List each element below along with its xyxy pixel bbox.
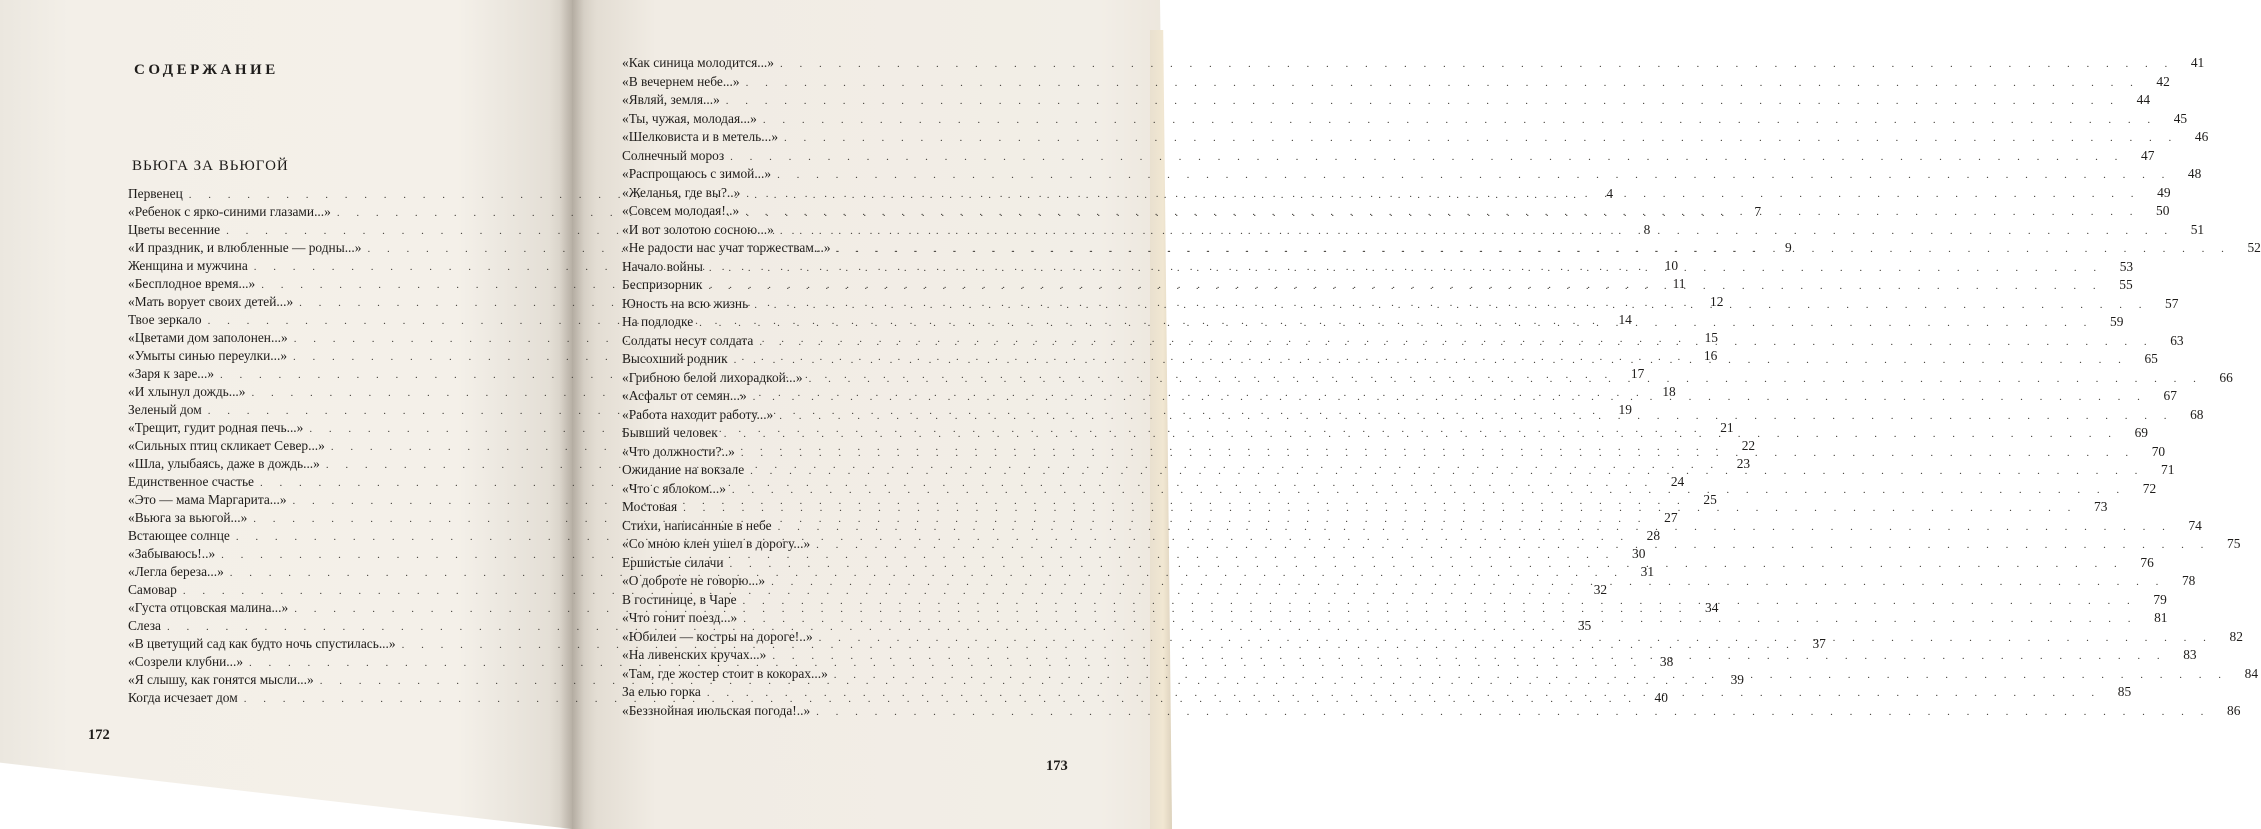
toc-entry-title: Юность на всю жизнь bbox=[622, 295, 749, 311]
left-page-number: 172 bbox=[88, 727, 110, 743]
toc-entry-page: 27 bbox=[1664, 510, 1678, 525]
toc-dot-leader bbox=[834, 666, 2228, 685]
toc-entry-title: «Со мною клен ушел в дорогу...» bbox=[622, 536, 811, 551]
toc-dot-leader bbox=[777, 166, 2171, 185]
toc-entry-title: «Ты, чужая, молодая...» bbox=[622, 110, 757, 126]
toc-entry bbox=[622, 239, 2261, 258]
toc-entry bbox=[622, 147, 2155, 166]
toc-entry-title: Когда исчезает дом bbox=[128, 690, 238, 705]
toc-entry-page: 86 bbox=[2227, 702, 2241, 718]
toc-entry-page: 50 bbox=[2156, 203, 2170, 218]
toc-dot-leader bbox=[816, 536, 2210, 555]
toc-entry-page: 65 bbox=[2144, 351, 2158, 366]
toc-entry-page: 35 bbox=[1577, 618, 1592, 633]
toc-entry-title: Беспризорник bbox=[622, 277, 703, 292]
toc-entry-page: 49 bbox=[2157, 184, 2171, 200]
toc-entry-title: «Асфальт от семян...» bbox=[622, 388, 747, 403]
toc-entry-page: 75 bbox=[2227, 536, 2241, 551]
toc-entry-page: 10 bbox=[1664, 258, 1679, 273]
toc-entry-page: 55 bbox=[2119, 277, 2133, 292]
toc-dot-leader bbox=[741, 444, 2135, 463]
toc-entry-title: «Что должности?..» bbox=[622, 443, 735, 459]
toc-dot-leader bbox=[753, 388, 2147, 407]
toc-entry-title: «Юбилеи — костры на дороге!..» bbox=[622, 628, 813, 644]
contents-heading: СОДЕРЖАНИЕ bbox=[134, 62, 279, 78]
toc-entry-title: Мостовая bbox=[622, 499, 678, 514]
toc-entry-title: Ершистые силачи bbox=[622, 554, 724, 570]
toc-entry-page: 53 bbox=[2119, 258, 2134, 274]
toc-entry-title: «Совсем молодая!..» bbox=[622, 203, 740, 218]
toc-dot-leader bbox=[780, 222, 2174, 241]
section-title: ВЬЮГА ЗА ВЬЮГОЙ bbox=[132, 158, 289, 174]
toc-dot-leader bbox=[743, 592, 2137, 611]
toc-entry-title: Женщина и мужчина bbox=[128, 258, 248, 273]
toc-dot-leader bbox=[780, 55, 2174, 74]
toc-entry-page: 15 bbox=[1704, 330, 1718, 345]
toc-entry bbox=[622, 184, 2171, 203]
toc-entry-title: «Легла береза...» bbox=[128, 564, 224, 579]
toc-entry-page: 40 bbox=[1654, 690, 1668, 705]
toc-entry-title: «Это — мама Маргарита...» bbox=[128, 492, 287, 507]
toc-entry-page: 24 bbox=[1670, 474, 1685, 489]
toc-entry bbox=[622, 128, 2209, 147]
toc-entry-page: 19 bbox=[1618, 402, 1632, 417]
toc-entry-title: Солдаты несут солдата bbox=[622, 332, 754, 348]
toc-entry-page: 28 bbox=[1646, 528, 1661, 543]
toc-entry-title: «Беззнойная июльская погода!..» bbox=[622, 702, 811, 718]
toc-entry-title: «Грибною белой лихорадкой...» bbox=[622, 369, 803, 385]
toc-dot-leader bbox=[724, 425, 2118, 444]
toc-entry-page: 63 bbox=[2170, 332, 2184, 348]
toc-entry-page: 73 bbox=[2094, 499, 2108, 514]
toc-entry-page: 70 bbox=[2151, 443, 2166, 459]
toc-entry-page: 45 bbox=[2173, 110, 2188, 126]
toc-entry-page: 57 bbox=[2165, 295, 2179, 311]
toc-entry-page: 11 bbox=[1672, 276, 1686, 291]
toc-entry-title: «Являй, земля...» bbox=[622, 92, 720, 107]
toc-entry-page: 59 bbox=[2110, 314, 2124, 329]
toc-entry-title: Встающее солнце bbox=[128, 528, 230, 543]
toc-dot-leader bbox=[708, 277, 2102, 296]
toc-entry-page: 82 bbox=[2229, 628, 2243, 644]
toc-entry-page: 74 bbox=[2188, 517, 2202, 533]
toc-entry-title: «Умыты синью переулки...» bbox=[128, 348, 288, 363]
toc-entry-page: 34 bbox=[1705, 600, 1719, 615]
toc-entry-page: 8 bbox=[1643, 222, 1651, 237]
toc-dot-leader bbox=[745, 203, 2139, 222]
toc-entry-page: 48 bbox=[2187, 166, 2202, 181]
toc-entry-title: «Желанья, где вы?..» bbox=[622, 184, 741, 200]
toc-dot-leader bbox=[784, 129, 2178, 148]
toc-entry-title: «Бесплодное время...» bbox=[128, 276, 256, 291]
toc-entry-page: 41 bbox=[2190, 55, 2205, 70]
toc-entry-page: 37 bbox=[1812, 636, 1826, 651]
toc-dot-leader bbox=[743, 610, 2137, 629]
toc-entry-page: 7 bbox=[1754, 204, 1762, 219]
toc-dot-leader bbox=[771, 573, 2165, 592]
toc-entry-title: «Там, где жостер стоит в кокорах...» bbox=[622, 665, 828, 681]
toc-dot-leader bbox=[732, 481, 2126, 500]
toc-entry bbox=[622, 165, 2202, 184]
toc-entry-page: 32 bbox=[1593, 582, 1608, 597]
toc-entry-page: 76 bbox=[2140, 554, 2154, 570]
toc-entry-title: «Ребенок с ярко-синими глазами...» bbox=[128, 204, 331, 219]
toc-dot-leader bbox=[837, 240, 2231, 259]
toc-entry-page: 46 bbox=[2194, 129, 2209, 144]
toc-dot-leader bbox=[699, 314, 2093, 333]
toc-entry-title: За елью горка bbox=[622, 684, 701, 699]
toc-dot-leader bbox=[763, 111, 2157, 130]
toc-entry-title: «Распрощаюсь с зимой...» bbox=[622, 166, 772, 181]
toc-entry bbox=[622, 110, 2188, 129]
toc-entry-page: 16 bbox=[1703, 348, 1718, 363]
toc-entry-title: В гостинице, в Чаре bbox=[622, 591, 737, 607]
toc-entry-title: Солнечный мороз bbox=[622, 147, 725, 163]
toc-entry-page: 12 bbox=[1710, 294, 1724, 309]
toc-dot-leader bbox=[809, 370, 2203, 389]
toc-entry-title: Единственное счастье bbox=[128, 474, 254, 489]
toc-entry-title: Стихи, написанные в небе bbox=[622, 517, 772, 533]
toc-entry-page: 25 bbox=[1703, 492, 1717, 507]
toc-entry-page: 21 bbox=[1720, 420, 1734, 435]
toc-dot-leader bbox=[707, 684, 2101, 703]
toc-entry-page: 30 bbox=[1632, 546, 1646, 561]
toc-entry-page: 18 bbox=[1662, 384, 1676, 399]
toc-entry-page: 22 bbox=[1741, 438, 1756, 453]
toc-entry-title: Начало войны bbox=[622, 258, 703, 274]
toc-entry-title: «Как синица молодится...» bbox=[622, 55, 774, 70]
toc-entry bbox=[622, 702, 2241, 721]
toc-entry-page: 84 bbox=[2244, 665, 2259, 681]
toc-entry-title: Слеза bbox=[128, 618, 161, 633]
toc-entry-title: Высохший родник bbox=[622, 351, 728, 366]
toc-entry-page: 31 bbox=[1640, 564, 1655, 579]
toc-entry-page: 85 bbox=[2117, 684, 2132, 699]
toc-entry-page: 83 bbox=[2183, 647, 2197, 662]
toc-entry-title: «Работа находит работу...» bbox=[622, 406, 774, 422]
toc-entry-title: «Мать ворует своих детей...» bbox=[128, 294, 294, 309]
toc-entry-title: «Шелковиста и в метель...» bbox=[622, 129, 779, 144]
toc-entry-page: 9 bbox=[1785, 240, 1792, 255]
toc-entry bbox=[622, 91, 2151, 110]
toc-entry-title: Первенец bbox=[128, 186, 183, 201]
toc-dot-leader bbox=[734, 351, 2128, 370]
toc-entry-title: «Не радости нас учат торжествам...» bbox=[622, 240, 831, 255]
toc-dot-leader bbox=[746, 74, 2140, 93]
toc-dot-leader bbox=[746, 185, 2140, 204]
toc-dot-leader bbox=[730, 555, 2124, 574]
toc-entry-title: Ожидание на вокзале bbox=[622, 462, 745, 477]
toc-dot-leader bbox=[754, 296, 2148, 315]
toc-entry-page: 71 bbox=[2161, 462, 2175, 477]
toc-entry-page: 23 bbox=[1736, 456, 1751, 471]
toc-dot-leader bbox=[726, 92, 2120, 111]
toc-entry-page: 67 bbox=[2163, 388, 2177, 403]
toc-entry-page: 14 bbox=[1618, 312, 1632, 327]
toc-entry-page: 52 bbox=[2247, 240, 2261, 255]
toc-entry-title: «Цветами дом заполонен...» bbox=[128, 330, 288, 345]
toc-entry-title: «Заря к заре...» bbox=[128, 366, 215, 381]
toc-entry-page: 69 bbox=[2134, 425, 2148, 440]
toc-entry bbox=[622, 221, 2205, 240]
toc-entry-title: «И праздник, и влюбленные — родны...» bbox=[128, 240, 362, 255]
toc-entry-title: «Густа отцовская малина...» bbox=[128, 600, 289, 615]
toc-entry-page: 81 bbox=[2154, 610, 2168, 625]
toc-entry-title: «В вечернем небе...» bbox=[622, 73, 740, 89]
toc-dot-leader bbox=[759, 333, 2153, 352]
toc-entry-title: «Забываюсь!..» bbox=[128, 546, 216, 561]
toc-entry-title: «Что с яблоком...» bbox=[622, 480, 726, 496]
toc-entry-title: «Вьюга за вьюгой...» bbox=[128, 510, 248, 525]
toc-dot-leader bbox=[778, 518, 2172, 537]
toc-dot-leader bbox=[816, 703, 2210, 722]
toc-entry-title: «Созрели клубни...» bbox=[128, 654, 244, 669]
toc-dot-leader bbox=[779, 407, 2173, 426]
toc-entry-title: Самовар bbox=[128, 582, 177, 597]
toc-entry-page: 78 bbox=[2181, 573, 2196, 588]
toc-dot-leader bbox=[730, 148, 2124, 167]
toc-entry-title: «Что гонит поезд...» bbox=[622, 610, 738, 625]
toc-entry-title: Зеленый дом bbox=[128, 402, 202, 417]
toc-entry-title: «Трещит, гудит родная печь...» bbox=[128, 420, 304, 435]
toc-entry bbox=[622, 54, 2205, 73]
toc-entry-title: «В цветущий сад как будто ночь спустилась...» bbox=[128, 636, 396, 651]
toc-entry-page: 47 bbox=[2141, 147, 2155, 163]
toc-dot-leader bbox=[709, 259, 2103, 278]
toc-entry-title: Бывший человек bbox=[622, 425, 718, 440]
toc-entry-title: «И хлынул дождь...» bbox=[128, 384, 246, 399]
toc-dot-leader bbox=[772, 647, 2166, 666]
toc-entry-title: «Шла, улыбаясь, даже в дождь...» bbox=[128, 456, 320, 471]
toc-entry-page: 44 bbox=[2136, 92, 2151, 107]
toc-entry-page: 17 bbox=[1630, 366, 1645, 381]
toc-entry-page: 4 bbox=[1606, 186, 1614, 201]
toc-entry-page: 72 bbox=[2142, 480, 2157, 496]
toc-dot-leader bbox=[750, 462, 2144, 481]
toc-entry-title: «О доброте не говорю...» bbox=[622, 573, 766, 588]
toc-entry-page: 79 bbox=[2153, 591, 2167, 607]
toc-entry-title: «На ливенских кручах...» bbox=[622, 647, 767, 662]
toc-entry-page: 66 bbox=[2219, 369, 2233, 385]
toc-entry bbox=[622, 73, 2170, 92]
toc-dot-leader bbox=[683, 499, 2077, 518]
toc-entry-title: «Я слышу, как гонятся мысли...» bbox=[128, 672, 314, 687]
toc-entry-page: 51 bbox=[2190, 221, 2205, 237]
toc-entry-title: «Сильных птиц скликает Север...» bbox=[128, 438, 325, 453]
toc-entry-page: 38 bbox=[1659, 654, 1674, 669]
toc-entry-title: Твое зеркало bbox=[128, 312, 202, 327]
toc-dot-leader bbox=[819, 629, 2213, 648]
toc-entry-title: На подлодке bbox=[622, 314, 694, 329]
right-page-number: 173 bbox=[1046, 758, 1068, 774]
toc-entry-title: «И вот золотою сосною...» bbox=[622, 221, 774, 237]
toc-entry bbox=[622, 202, 2170, 221]
toc-entry-page: 42 bbox=[2156, 73, 2170, 89]
toc-entry-page: 39 bbox=[1730, 672, 1744, 687]
toc-entry-title: Цветы весенние bbox=[128, 222, 221, 237]
toc-entry-page: 68 bbox=[2190, 406, 2204, 422]
